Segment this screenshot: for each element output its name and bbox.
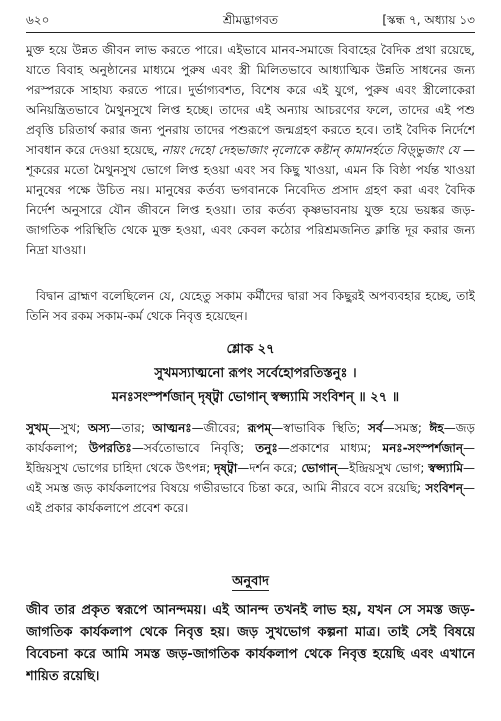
synonym-word: সংবিশন্ [425,481,463,495]
synonyms-block [26,418,475,558]
purport-text-part-2: —শূকরের মতো মৈথুনসুখ ভোগে লিপ্ত হওয়া এবং সব কিছু খাওয়া, এমন কি বিষ্ঠা পর্যন্ত খাওয়া মানুষের পক্ষে উচিত নয়। মানুষের কর্তব্য ভগবানকে নিবেদিত প্রসাদ গ্রহণ করা এবং বৈদিক নির্দেশ অনুসারে যৌন জীবনে লিপ্ত হওয়া। তার কর্তব্য কৃষ্ণভাবনায় যুক্ত হয়ে ভয়ঙ্কর জড়-জাগতিক পরিস্থিতি থেকে মুক্ত হওয়া, এবং কেবল কঠোর পরিশ্রমজনিত ক্লান্তি দূর করার জন্য নিদ্রা যাওয়া। [26,143,475,257]
chapter-reference: [স্কন্ধ ৭, অধ্যায় ১৩ [382,13,475,27]
synonym-meaning: —তার; [109,421,153,435]
translation-heading-text: অনুবাদ [232,574,269,589]
synonym-word: দৃষ্ট্বা [214,461,238,475]
translation-heading [0,572,501,593]
synonym-word: স্বপ্স্যামি [428,461,463,475]
synonym-meaning: —এই সমস্ত জড় কার্যকলাপের বিষয়ে গভীরভাবে চিন্তা করে, আমি নীরবে বসে রয়েছি; [26,461,475,495]
synonym-word: উপরতিঃ [88,441,132,455]
purport-paragraph-1 [26,40,475,280]
purport-sanskrit-quote: নায়ং দেহো দেহভাজাং নৃলোকে কষ্টান্ কামানর্হতে বিড়্ভুজাং যে [161,143,460,157]
synonym-word: রূপম্ [247,421,272,435]
page-number: ৬২০ [26,13,50,27]
synonym-meaning: —জড় কার্যকলাপ; [26,421,475,455]
page-header [26,12,475,30]
synonym-meaning: —সুখ; [48,421,88,435]
synonym-meaning: —প্রকাশের মাধ্যম; [277,441,383,455]
purport-text-part-1: মুক্ত হয়ে উন্নত জীবন লাভ করতে পারে। এইভাবে মানব-সমাজে বিবাহের বৈদিক প্রথা রয়েছে, যাতে বিবাহ অনুষ্ঠানের মাধ্যমে পুরুষ এবং স্ত্রী মিলিতভাবে আধ্যাত্মিক উন্নতি সাধনের জন্য পরস্পরকে সাহায্য করতে পারে। দুর্ভাগ্যবশত, বিশেষ করে এই যুগে, পুরুষ এবং স্ত্রীলোকেরা অনিয়ন্ত্রিতভাবে মৈথুনসুখে লিপ্ত হচ্ছে। তাদের এই অন্যায় আচরণের ফলে, তাদের এই পশু প্রবৃত্তি চরিতার্থ করার জন্য পুনরায় তাদের পশুরূপে জন্মগ্রহণ করতে হবে। তাই বৈদিক নির্দেশে সাবধান করে দেওয়া হয়েছে, [26,43,475,157]
synonym-meaning: —এই প্রকার কার্যকলাপে প্রবেশ করে। [26,481,475,515]
purport-paragraph-2: বিদ্বান ব্রাহ্মণ বলেছিলেন যে, যেহেতু সকাম কর্মীদের দ্বারা সব কিছুরই অপব্যবহার হচ্ছে, তাই তিনি সব রকম সকাম-কর্ম থেকে নিবৃত্ত হয়েছেন। [26,289,475,323]
translation-text: জীব তার প্রকৃত স্বরূপে আনন্দময়। এই আনন্দ তখনই লাভ হয়, যখন সে সমস্ত জড়-জাগতিক কার্যকলাপ থেকে নিবৃত্ত হয়। জড় সুখভোগ কল্পনা মাত্র। তাই সেই বিষয়ে বিবেচনা করে আমি সমস্ত জড়-জাগতিক কার্যকলাপ থেকে নিবৃত্ত হয়েছি এবং এখানে শায়িত রয়েছি। [26,603,475,684]
synonym-word: তনুঃ [255,441,278,455]
synonym-meaning: —ইন্দ্রিয়সুখ ভোগের চাহিদা থেকে উৎপন্ন; [26,441,475,475]
synonym-word: সুখম্ [26,421,49,435]
synonym-word: ভোগান্ [301,461,338,475]
synonym-meaning: —ইন্দ্রিয়সুখ ভোগ; [337,461,429,475]
book-title: শ্রীমদ্ভাগবত [222,13,278,27]
synonym-meaning: —সর্বতোভাবে নিবৃত্তি; [131,441,256,455]
synonym-meaning: —জীবের; [191,421,248,435]
synonym-meaning: —সমস্ত; [382,421,430,435]
synonym-word: অস্য [87,421,110,435]
synonym-word: মনঃ-সংস্পর্শজান্ [382,441,463,455]
synonym-word: আত্মনঃ [152,421,192,435]
synonym-word: সর্ব [368,421,383,435]
verse-heading: শ্লোক ২৭ [226,342,275,357]
synonym-meaning: —দর্শন করে; [237,461,302,475]
verse-line-2: মনঃসংস্পর্শজান্ দৃষ্ট্বা ভোগান্ স্বপ্স্যামি সংবিশন্ ॥ ২৭ ॥ [111,390,400,405]
synonym-meaning: —স্বাভাবিক স্থিতি; [271,421,369,435]
verse-line-1: সুখমস্যাত্মনো রূপং সর্বেহোপরতিস্তনুঃ । [154,366,357,381]
synonym-word: ঈহ [429,421,444,435]
header-divider [26,32,475,33]
